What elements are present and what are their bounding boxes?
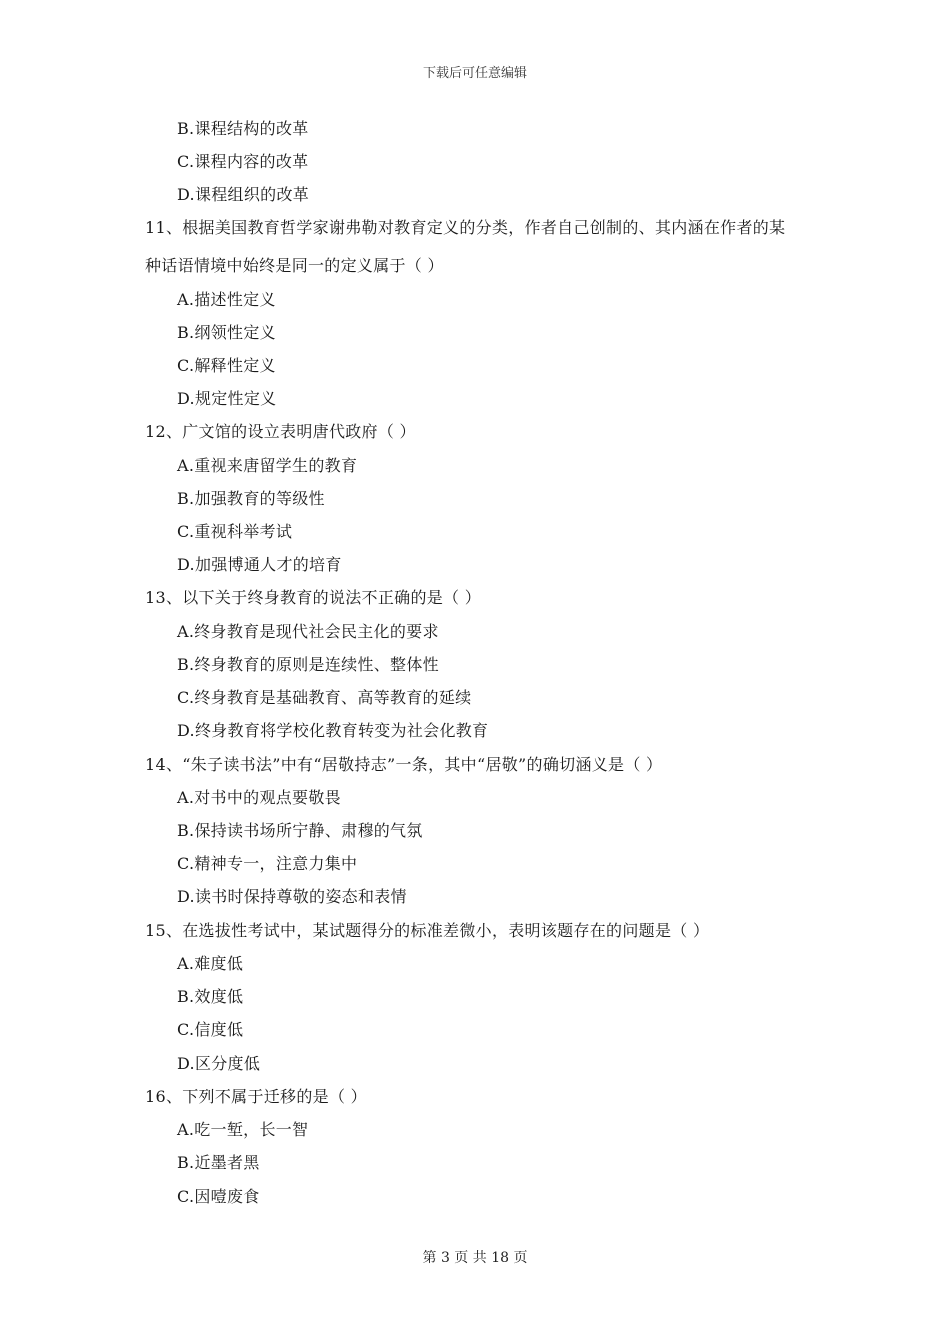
question-line: 种话语情境中始终是同一的定义属于（ ） bbox=[145, 256, 444, 275]
option-line: C.重视科举考试 bbox=[177, 522, 293, 541]
option-line: A.吃一堑，长一智 bbox=[177, 1120, 309, 1139]
option-line: B.效度低 bbox=[177, 987, 244, 1006]
question-line: 11、根据美国教育哲学家谢弗勒对教育定义的分类，作者自己创制的、其内涵在作者的某 bbox=[145, 218, 786, 237]
option-line: A.对书中的观点要敬畏 bbox=[177, 788, 341, 807]
option-line: A.重视来唐留学生的教育 bbox=[177, 456, 358, 475]
option-line: C.精神专一，注意力集中 bbox=[177, 854, 358, 873]
page-footer: 第 3 页 共 18 页 bbox=[422, 1250, 528, 1266]
option-line: B.加强教育的等级性 bbox=[177, 489, 325, 508]
option-line: B.纲领性定义 bbox=[177, 323, 276, 342]
option-line: D.加强博通人才的培育 bbox=[177, 555, 342, 574]
option-line: D.区分度低 bbox=[177, 1054, 261, 1073]
question-line: 12、广文馆的设立表明唐代政府（ ） bbox=[145, 422, 416, 441]
option-line: D.课程组织的改革 bbox=[177, 185, 310, 204]
option-line: A.难度低 bbox=[177, 954, 244, 973]
option-line: B.近墨者黑 bbox=[177, 1153, 260, 1172]
option-line: C.解释性定义 bbox=[177, 356, 276, 375]
option-line: C.因噎废食 bbox=[177, 1187, 260, 1206]
option-line: C.课程内容的改革 bbox=[177, 152, 309, 171]
option-line: B.课程结构的改革 bbox=[177, 119, 309, 138]
option-line: A.终身教育是现代社会民主化的要求 bbox=[177, 622, 439, 641]
option-line: D.终身教育将学校化教育转变为社会化教育 bbox=[177, 721, 489, 740]
option-line: C.终身教育是基础教育、高等教育的延续 bbox=[177, 688, 472, 707]
option-line: A.描述性定义 bbox=[177, 290, 276, 309]
question-line: 14、“朱子读书法”中有“居敬持志”一条，其中“居敬”的确切涵义是（ ） bbox=[145, 755, 663, 774]
page-header: 下载后可任意编辑 bbox=[422, 66, 527, 81]
question-line: 15、在选拔性考试中，某试题得分的标准差微小，表明该题存在的问题是（ ） bbox=[145, 921, 710, 940]
option-line: C.信度低 bbox=[177, 1020, 244, 1039]
question-line: 16、下列不属于迁移的是（ ） bbox=[145, 1087, 367, 1106]
option-line: D.读书时保持尊敬的姿态和表情 bbox=[177, 887, 407, 906]
option-line: B.终身教育的原则是连续性、整体性 bbox=[177, 655, 439, 674]
question-line: 13、以下关于终身教育的说法不正确的是（ ） bbox=[145, 588, 482, 607]
option-line: B.保持读书场所宁静、肃穆的气氛 bbox=[177, 821, 423, 840]
option-line: D.规定性定义 bbox=[177, 389, 277, 408]
